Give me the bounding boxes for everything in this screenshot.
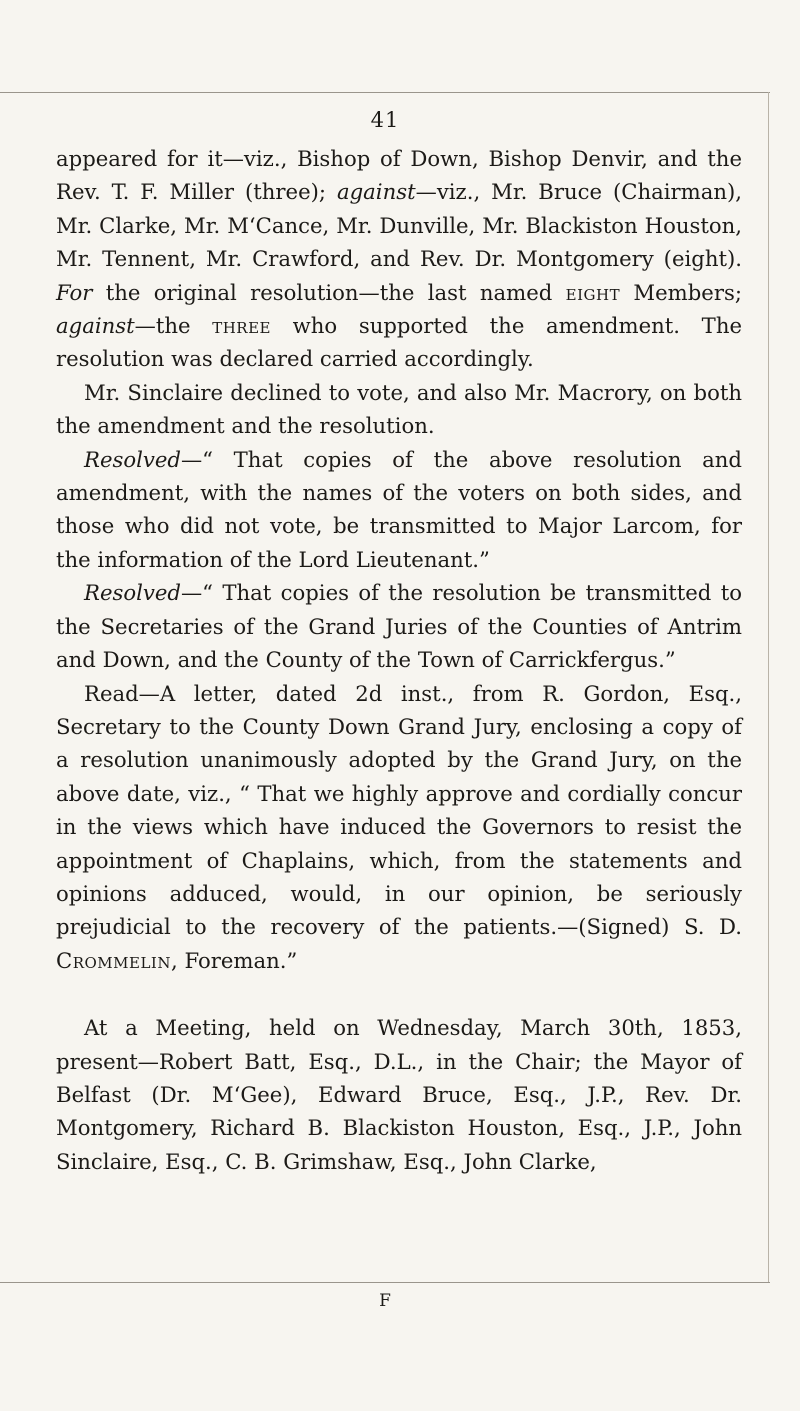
text-run: the original resolution—the last named: [92, 279, 566, 305]
italic-run: against: [56, 313, 135, 339]
small-caps-run: eight: [565, 279, 621, 305]
text-run: Read—A letter, dated 2d inst., from R. Gordon, Esq., Secretary to the County Down Grand Jury, enclosing a copy of a resolution unanimously adopted by the Grand Jury, on the above date, viz., “ That we highly approve and cordially concur in the views which have induced the Governors to resist the appointment of Chaplains, which, from the statements and opinions adduced, would, in our opinion, be seriously prejudicial to the recovery of the patients.—(Signed) S. D.: [56, 680, 742, 940]
italic-run: against: [336, 179, 416, 205]
italic-run: Resolved: [84, 580, 181, 606]
text-run: —“ That copies of the resolution be transmitted to the Secretaries of the Grand Juries of the Counties of Antrim and Down, and the County of the Town of Carrickfergus.”: [56, 580, 742, 673]
page-number: 41: [370, 108, 400, 132]
bottom-rule: [0, 1282, 770, 1283]
small-caps-run: three: [212, 313, 271, 339]
paragraph-resolution-one: [56, 443, 742, 577]
body-text: [56, 142, 742, 1178]
top-rule: [0, 92, 770, 93]
paragraph-gap: [56, 977, 742, 1011]
paragraph-letter: [56, 677, 742, 978]
text-run: —viz., Mr. Bruce (Chairman), Mr. Clarke, Mr. M‘Cance, Mr. Dunville, Mr. Blackiston Houston, Mr. Tennent, Mr. Crawford, and Rev. Dr. Montgomery (eight).: [56, 179, 743, 272]
text-run: who supported the amendment. The resolution was declared carried accordingly.: [56, 313, 742, 372]
paragraph-resolution-two: [56, 576, 742, 676]
italic-run: Resolved: [84, 446, 181, 472]
italic-run: For: [56, 279, 93, 305]
text-run: —“ That copies of the above resolution and amendment, with the names of the voters on both sides, and those who did not vote, be transmitted to Major Larcom, for the information of the Lord Lieutenant.”: [56, 446, 742, 572]
signature-mark: F: [379, 1291, 391, 1311]
text-run: Members;: [620, 279, 742, 305]
paragraph-vote-tally: [56, 142, 742, 376]
text-run: , Foreman.”: [170, 947, 298, 973]
text-run: appeared for it—viz., Bishop of Down, Bishop Denvir, and the Rev. T. F. Miller (three);: [56, 146, 742, 205]
paragraph-meeting: At a Meeting, held on Wednesday, March 30th, 1853, present—Robert Batt, Esq., D.L., in the Chair; the Mayor of Belfast (Dr. M‘Gee), Edward Bruce, Esq., J.P., Rev. Dr. Montgomery, Richard B. Blackiston Houston, Esq., J.P., John Sinclaire, Esq., C. B. Grimshaw, Esq., John Clarke,: [56, 1015, 742, 1174]
text-run: —the: [134, 313, 213, 339]
small-caps-run: Crommelin: [56, 947, 171, 973]
paragraph-abstentions: Mr. Sinclaire declined to vote, and also Mr. Macrory, on both the amendment and the resolution.: [56, 379, 742, 439]
page-edge: [768, 92, 769, 1282]
